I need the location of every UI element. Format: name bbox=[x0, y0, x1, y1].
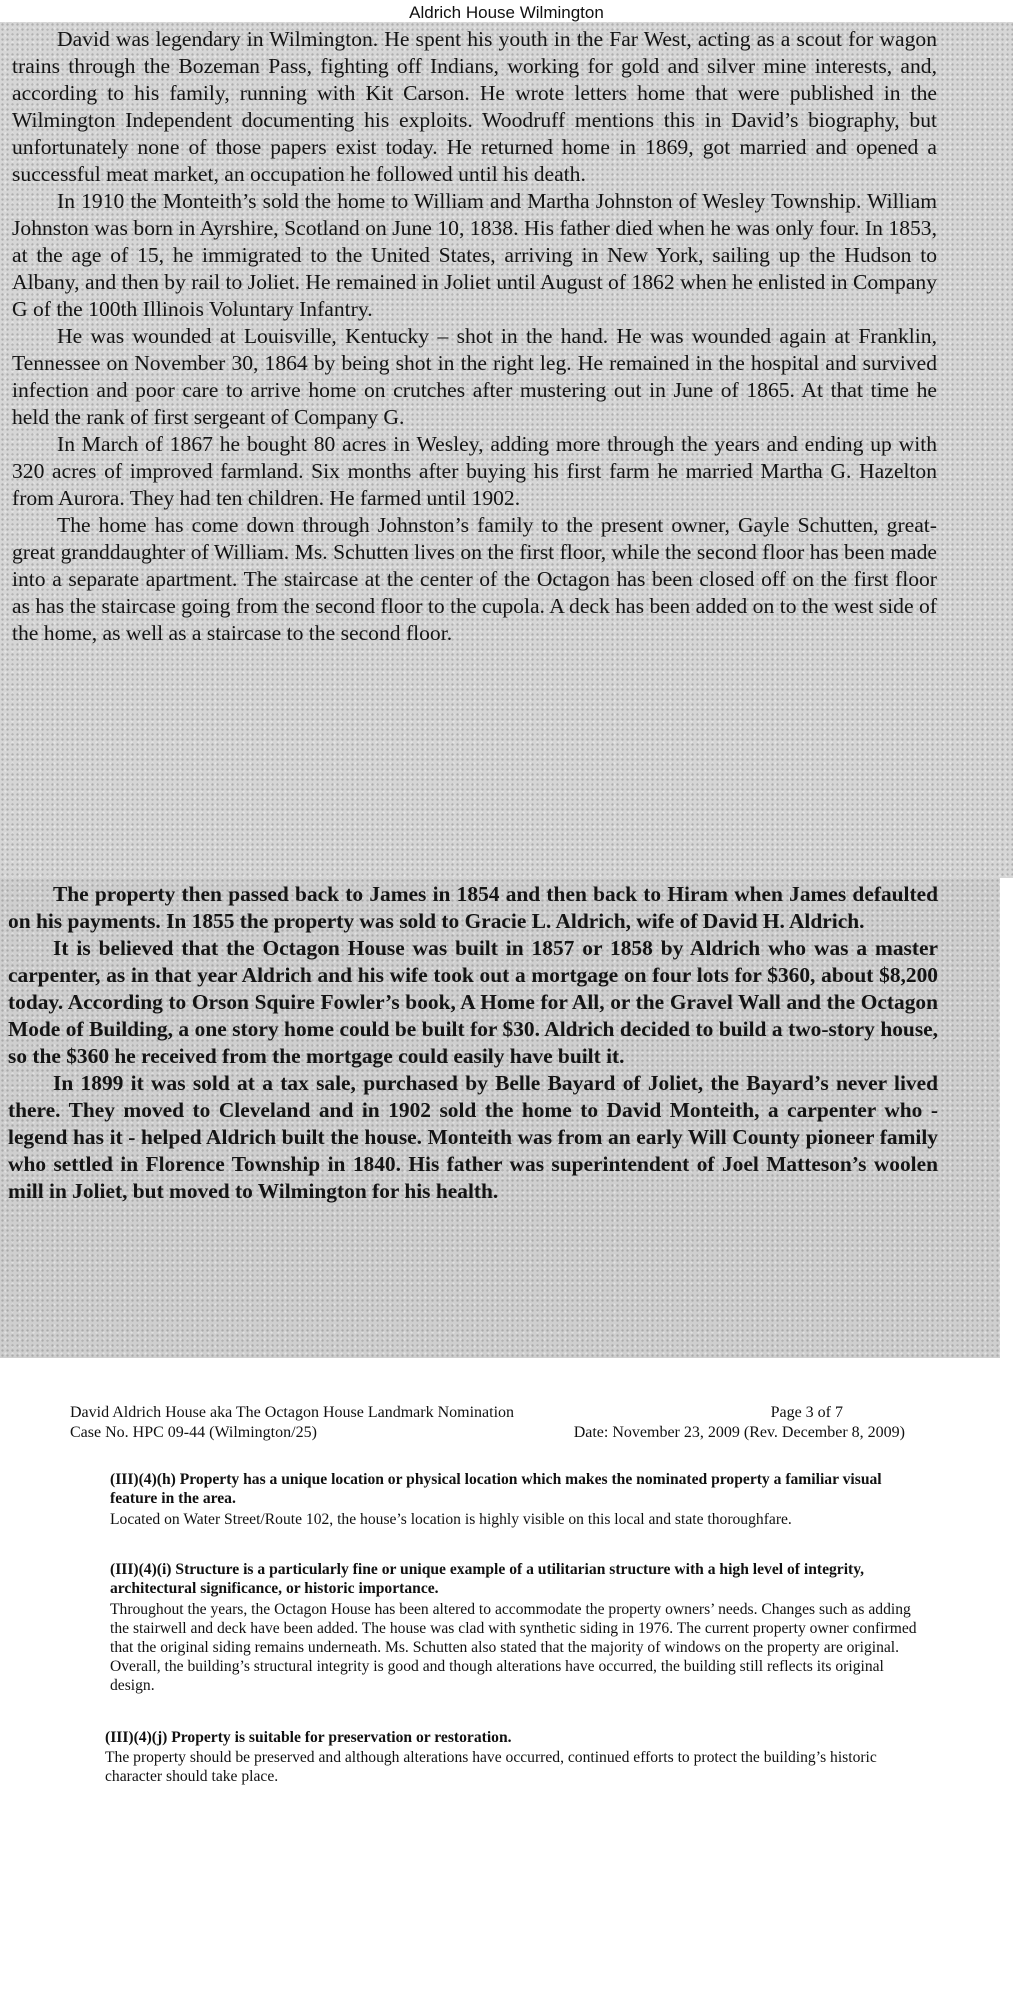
criterion-j-heading: (III)(4)(j) Property is suitable for preservation or restoration. bbox=[105, 1729, 512, 1746]
scan-title: Aldrich House Wilmington bbox=[409, 3, 604, 22]
header-row-1 bbox=[70, 1404, 905, 1422]
criterion-i-heading: (III)(4)(i) Structure is a particularly fine or unique example of a utilitarian structure with a high level of integrity, architectural significance, or historic importance. bbox=[110, 1561, 865, 1597]
scanned-text-top bbox=[12, 26, 937, 647]
case-number: Case No. HPC 09-44 (Wilmington/25) bbox=[70, 1424, 317, 1441]
top-paragraph-1: David was legendary in Wilmington. He spent his youth in the Far West, acting as a scout for wagon trains through the Bozeman Pass, fighting off Indians, working for gold and silver mine interests, and, according to his family, running with Kit Carson. He wrote letters home that were published in the Wilmington Independent documenting his exploits. Woodruff mentions this in David’s biography, but unfortunately none of those papers exist today. He returned home in 1869, got married and opened a successful meat market, an occupation he followed until his death. bbox=[12, 27, 937, 186]
criterion-h-body: Located on Water Street/Route 102, the house’s location is highly visible on this local and state thoroughfare. bbox=[110, 1511, 792, 1528]
criterion-i-body: Throughout the years, the Octagon House has been altered to accommodate the property owners’ needs. Changes such as adding the stairwell and deck have been added. The house was clad with synthetic siding in 1976. The current property owner confirmed that the original siding remains underneath. Ms. Schutten also stated that the majority of windows on the property are original. Overall, the building’s structural integrity is good and though alterations have occurred, the building still reflects its original design. bbox=[110, 1601, 917, 1694]
bottom-paragraph-2: It is believed that the Octagon House was built in 1857 or 1858 by Aldrich who was a master carpenter, as in that year Aldrich and his wife took out a mortgage on four lots for $360, about $8,200 today. According to Orson Squire Fowler’s book, A Home for All, or the Gravel Wall and the Octagon Mode of Building, a one story home could be built for $30. Aldrich decided to build a two-story house, so the $360 he received from the mortgage could easily have built it. bbox=[8, 936, 938, 1068]
scanned-clipping-top bbox=[0, 22, 1013, 878]
header-row-2 bbox=[70, 1424, 905, 1442]
document-title: David Aldrich House aka The Octagon House Landmark Nomination bbox=[70, 1404, 515, 1421]
scanned-clipping-bottom bbox=[0, 878, 1000, 1358]
page-number: Page 3 of 7 bbox=[770, 1404, 843, 1421]
criterion-h-heading: (III)(4)(h) Property has a unique location or physical location which makes the nominated property a familiar visual feature in the area. bbox=[110, 1471, 882, 1507]
top-paragraph-2: In 1910 the Monteith’s sold the home to William and Martha Johnston of Wesley Township. William Johnston was born in Ayrshire, Scotland on June 10, 1838. His father died when he was only four. In 1853, at the age of 15, he immigrated to the United States, arriving in New York, sailing up the Hudson to Albany, and then by rail to Joliet. He remained in Joliet until August of 1862 when he enlisted in Company G of the 100th Illinois Voluntary Infantry. bbox=[12, 189, 937, 321]
top-paragraph-5: The home has come down through Johnston’s family to the present owner, Gayle Schutten, great-great granddaughter of William. Ms. Schutten lives on the first floor, while the second floor has been made into a separate apartment. The staircase at the center of the Octagon has been closed off on the first floor as has the staircase going from the second floor to the cupola. A deck has been added on to the west side of the home, as well as a staircase to the second floor. bbox=[12, 513, 937, 645]
typed-page bbox=[0, 1358, 1013, 2000]
bottom-paragraph-1: The property then passed back to James in 1854 and then back to Hiram when James defaulted on his payments. In 1855 the property was sold to Gracie L. Aldrich, wife of David H. Aldrich. bbox=[8, 882, 938, 933]
document-date: Date: November 23, 2009 (Rev. December 8, 2009) bbox=[573, 1424, 905, 1441]
top-paragraph-4: In March of 1867 he bought 80 acres in Wesley, adding more through the years and ending up with 320 acres of improved farmland. Six months after buying his first farm he married Martha G. Hazelton from Aurora. They had ten children. He farmed until 1902. bbox=[12, 432, 937, 510]
criterion-j bbox=[105, 1728, 925, 1786]
scanned-text-bottom bbox=[8, 881, 938, 1205]
bottom-paragraph-3: In 1899 it was sold at a tax sale, purchased by Belle Bayard of Joliet, the Bayard’s never lived there. They moved to Cleveland and in 1902 sold the home to David Monteith, a carpenter who - legend has it - helped Aldrich built the house. Monteith was from an early Will County pioneer family who settled in Florence Township in 1840. His father was superintendent of Joel Matteson’s woolen mill in Joliet, but moved to Wilmington for his health. bbox=[8, 1071, 938, 1203]
criterion-i bbox=[110, 1560, 930, 1695]
criterion-h bbox=[110, 1470, 930, 1529]
criterion-j-body: The property should be preserved and although alterations have occurred, continued efforts to protect the building’s historic character should take place. bbox=[105, 1749, 877, 1785]
top-paragraph-3: He was wounded at Louisville, Kentucky – shot in the hand. He was wounded again at Franklin, Tennessee on November 30, 1864 by being shot in the right leg. He remained in the hospital and survived infection and poor care to arrive home on crutches after mustering out in June of 1865. At that time he held the rank of first sergeant of Company G. bbox=[12, 324, 937, 429]
